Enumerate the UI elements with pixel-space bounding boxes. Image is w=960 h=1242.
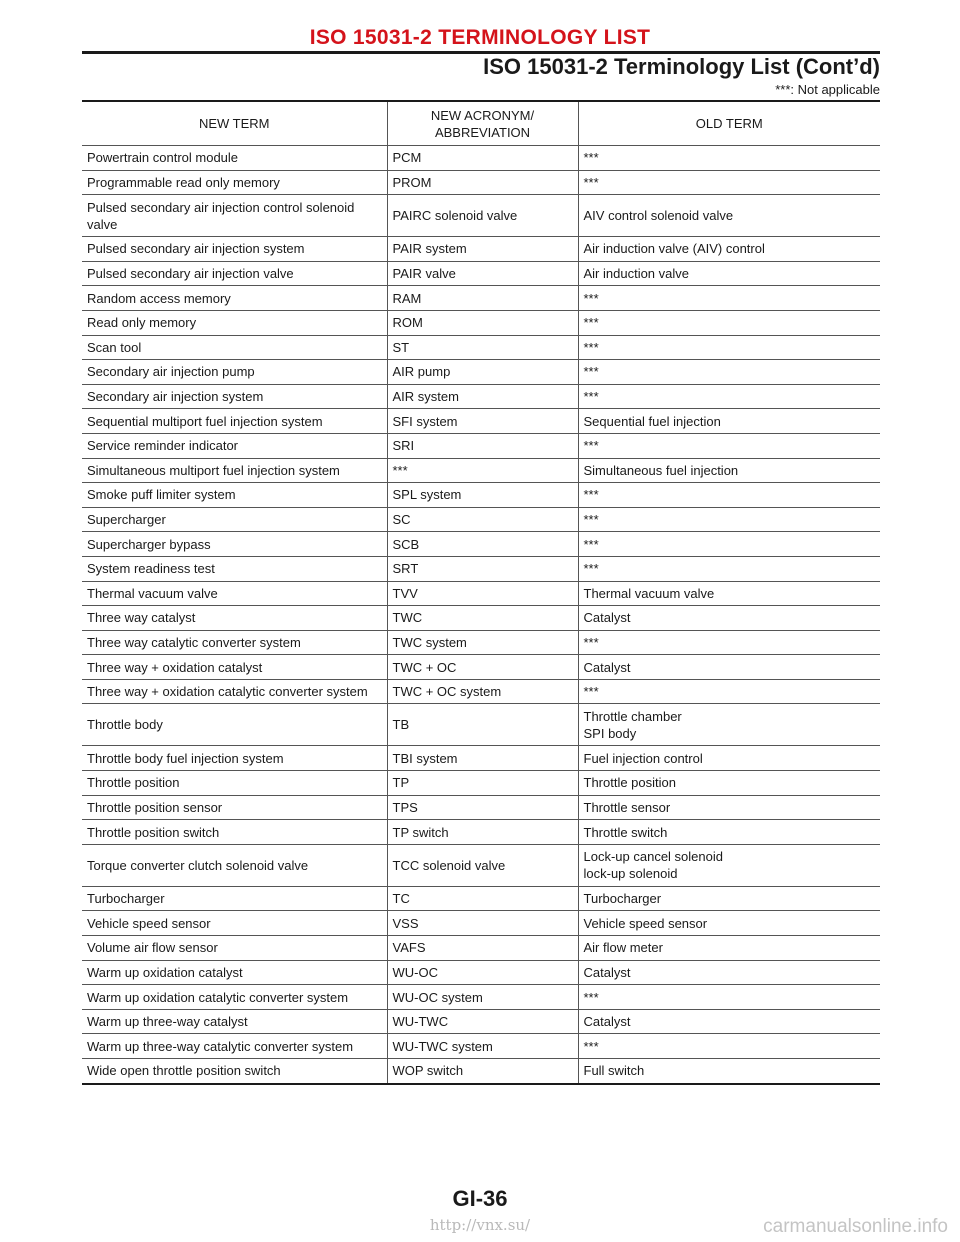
page-number: GI-36 [452,1186,508,1211]
cell-old-term: *** [578,985,880,1010]
table-row [82,433,880,458]
cell-new-acronym: TP switch [387,820,578,845]
section-title: ISO 15031-2 TERMINOLOGY LIST [309,26,651,49]
cell-old-term: Catalyst [578,1009,880,1034]
table-row [82,458,880,483]
table-row [82,606,880,631]
cell-old-term: Air induction valve [578,261,880,286]
cell-new-acronym: WU-TWC [387,1009,578,1034]
cell-new-acronym: ROM [387,310,578,335]
cell-old-term: *** [578,1034,880,1059]
cell-new-term: Warm up three-way catalyst [82,1009,387,1034]
table-row [82,384,880,409]
table-row [82,820,880,845]
cell-new-term: Simultaneous multiport fuel injection system [82,458,387,483]
cell-new-acronym: RAM [387,286,578,311]
cell-new-acronym: WU-TWC system [387,1034,578,1059]
cell-old-term: *** [578,433,880,458]
cell-old-term: Throttle switch [578,820,880,845]
terminology-table [82,102,880,1085]
cell-old-term: Throttle sensor [578,795,880,820]
cell-new-term: System readiness test [82,556,387,581]
table-row [82,261,880,286]
not-applicable-note: ***: Not applicable [775,82,880,97]
cell-new-term: Torque converter clutch solenoid valve [82,844,387,886]
table-row [82,146,880,171]
cell-new-acronym: PAIR system [387,237,578,262]
cell-old-term: *** [578,335,880,360]
table-row [82,844,880,886]
table-row [82,985,880,1010]
cell-old-term: Lock-up cancel solenoid lock-up solenoid [578,844,880,886]
cell-old-term: AIV control solenoid valve [578,195,880,237]
table-row [82,1059,880,1084]
table-row [82,795,880,820]
table-row [82,704,880,746]
table-row [82,886,880,911]
cell-new-term: Pulsed secondary air injection control solenoid valve [82,195,387,237]
cell-old-term: *** [578,146,880,171]
cell-new-term: Programmable read only memory [82,170,387,195]
table-row [82,771,880,796]
cell-new-acronym: VAFS [387,936,578,961]
cell-new-acronym: WU-OC [387,960,578,985]
cell-new-term: Warm up three-way catalytic converter system [82,1034,387,1059]
table-row [82,507,880,532]
table-row [82,911,880,936]
cell-new-acronym: PROM [387,170,578,195]
cell-new-term: Powertrain control module [82,146,387,171]
cell-new-acronym: SC [387,507,578,532]
cell-new-acronym: SPL system [387,483,578,508]
cell-old-term: Vehicle speed sensor [578,911,880,936]
cell-new-term: Three way + oxidation catalyst [82,655,387,680]
cell-new-term: Sequential multiport fuel injection system [82,409,387,434]
cell-new-term: Warm up oxidation catalytic converter system [82,985,387,1010]
cell-new-term: Throttle body [82,704,387,746]
cell-new-acronym: VSS [387,911,578,936]
cell-new-acronym: TWC + OC system [387,679,578,704]
cell-new-term: Throttle position switch [82,820,387,845]
table-row [82,746,880,771]
cell-new-acronym: SCB [387,532,578,557]
cell-old-term: *** [578,170,880,195]
table-row [82,655,880,680]
cell-new-acronym: TWC [387,606,578,631]
cell-old-term: Air induction valve (AIV) control [578,237,880,262]
cell-new-term: Service reminder indicator [82,433,387,458]
cell-old-term: *** [578,286,880,311]
cell-new-acronym: TCC solenoid valve [387,844,578,886]
table-row [82,409,880,434]
table-row [82,556,880,581]
table-row [82,360,880,385]
cell-new-acronym: ST [387,335,578,360]
cell-new-term: Volume air flow sensor [82,936,387,961]
cell-new-term: Smoke puff limiter system [82,483,387,508]
cell-old-term: *** [578,679,880,704]
cell-new-acronym: SRT [387,556,578,581]
table-row [82,960,880,985]
table-row [82,310,880,335]
cell-new-term: Throttle position sensor [82,795,387,820]
cell-old-term: *** [578,483,880,508]
cell-new-acronym: TVV [387,581,578,606]
cell-new-acronym: TP [387,771,578,796]
table-header-row [82,102,880,146]
cell-new-term: Wide open throttle position switch [82,1059,387,1084]
cell-old-term: Catalyst [578,960,880,985]
column-header-old-term: OLD TERM [578,102,880,146]
table-row [82,581,880,606]
cell-old-term: Catalyst [578,655,880,680]
cell-new-acronym: SRI [387,433,578,458]
table-row [82,936,880,961]
cell-new-acronym: TWC + OC [387,655,578,680]
cell-new-term: Random access memory [82,286,387,311]
table-row [82,483,880,508]
cell-new-term: Scan tool [82,335,387,360]
cell-old-term: *** [578,507,880,532]
cell-new-acronym: WU-OC system [387,985,578,1010]
cell-new-term: Throttle position [82,771,387,796]
source-url[interactable]: http://vnx.su/ [429,1216,531,1234]
cell-old-term: Catalyst [578,606,880,631]
cell-new-acronym: TBI system [387,746,578,771]
cell-new-term: Throttle body fuel injection system [82,746,387,771]
cell-old-term: Throttle chamber SPI body [578,704,880,746]
table-row [82,170,880,195]
cell-new-acronym: AIR system [387,384,578,409]
cell-new-acronym: TC [387,886,578,911]
cell-new-acronym: PCM [387,146,578,171]
cell-old-term: *** [578,532,880,557]
cell-new-acronym: PAIRC solenoid valve [387,195,578,237]
table-row [82,532,880,557]
cell-new-term: Pulsed secondary air injection valve [82,261,387,286]
table-row [82,335,880,360]
cell-new-acronym: TWC system [387,630,578,655]
cell-new-term: Turbocharger [82,886,387,911]
cell-old-term: *** [578,630,880,655]
cell-new-term: Pulsed secondary air injection system [82,237,387,262]
table-row [82,1009,880,1034]
cell-new-acronym: PAIR valve [387,261,578,286]
cell-old-term: *** [578,310,880,335]
watermark-text: carmanualsonline.info [763,1216,948,1237]
column-header-new-term: NEW TERM [82,102,387,146]
cell-new-acronym: AIR pump [387,360,578,385]
cell-new-term: Supercharger [82,507,387,532]
cell-old-term: Full switch [578,1059,880,1084]
cell-new-acronym: SFI system [387,409,578,434]
cell-old-term: Simultaneous fuel injection [578,458,880,483]
table-row [82,195,880,237]
table-body [82,146,880,1084]
cell-new-acronym: *** [387,458,578,483]
cell-new-acronym: WOP switch [387,1059,578,1084]
table-row [82,630,880,655]
cell-old-term: *** [578,556,880,581]
table-row [82,237,880,262]
cell-old-term: Fuel injection control [578,746,880,771]
page-title: ISO 15031-2 Terminology List (Cont’d) [483,54,880,79]
cell-old-term: *** [578,360,880,385]
cell-old-term: Throttle position [578,771,880,796]
table-row [82,679,880,704]
cell-old-term: Sequential fuel injection [578,409,880,434]
cell-new-term: Three way + oxidation catalytic converter system [82,679,387,704]
cell-new-term: Supercharger bypass [82,532,387,557]
cell-new-term: Three way catalyst [82,606,387,631]
cell-new-term: Three way catalytic converter system [82,630,387,655]
cell-new-term: Warm up oxidation catalyst [82,960,387,985]
cell-new-term: Thermal vacuum valve [82,581,387,606]
table-row [82,1034,880,1059]
table-row [82,286,880,311]
cell-old-term: Air flow meter [578,936,880,961]
cell-old-term: Thermal vacuum valve [578,581,880,606]
cell-old-term: *** [578,384,880,409]
cell-new-acronym: TB [387,704,578,746]
cell-new-term: Read only memory [82,310,387,335]
cell-new-term: Secondary air injection system [82,384,387,409]
cell-old-term: Turbocharger [578,886,880,911]
cell-new-term: Secondary air injection pump [82,360,387,385]
cell-new-term: Vehicle speed sensor [82,911,387,936]
column-header-new-acronym: NEW ACRONYM/ ABBREVIATION [387,102,578,146]
cell-new-acronym: TPS [387,795,578,820]
